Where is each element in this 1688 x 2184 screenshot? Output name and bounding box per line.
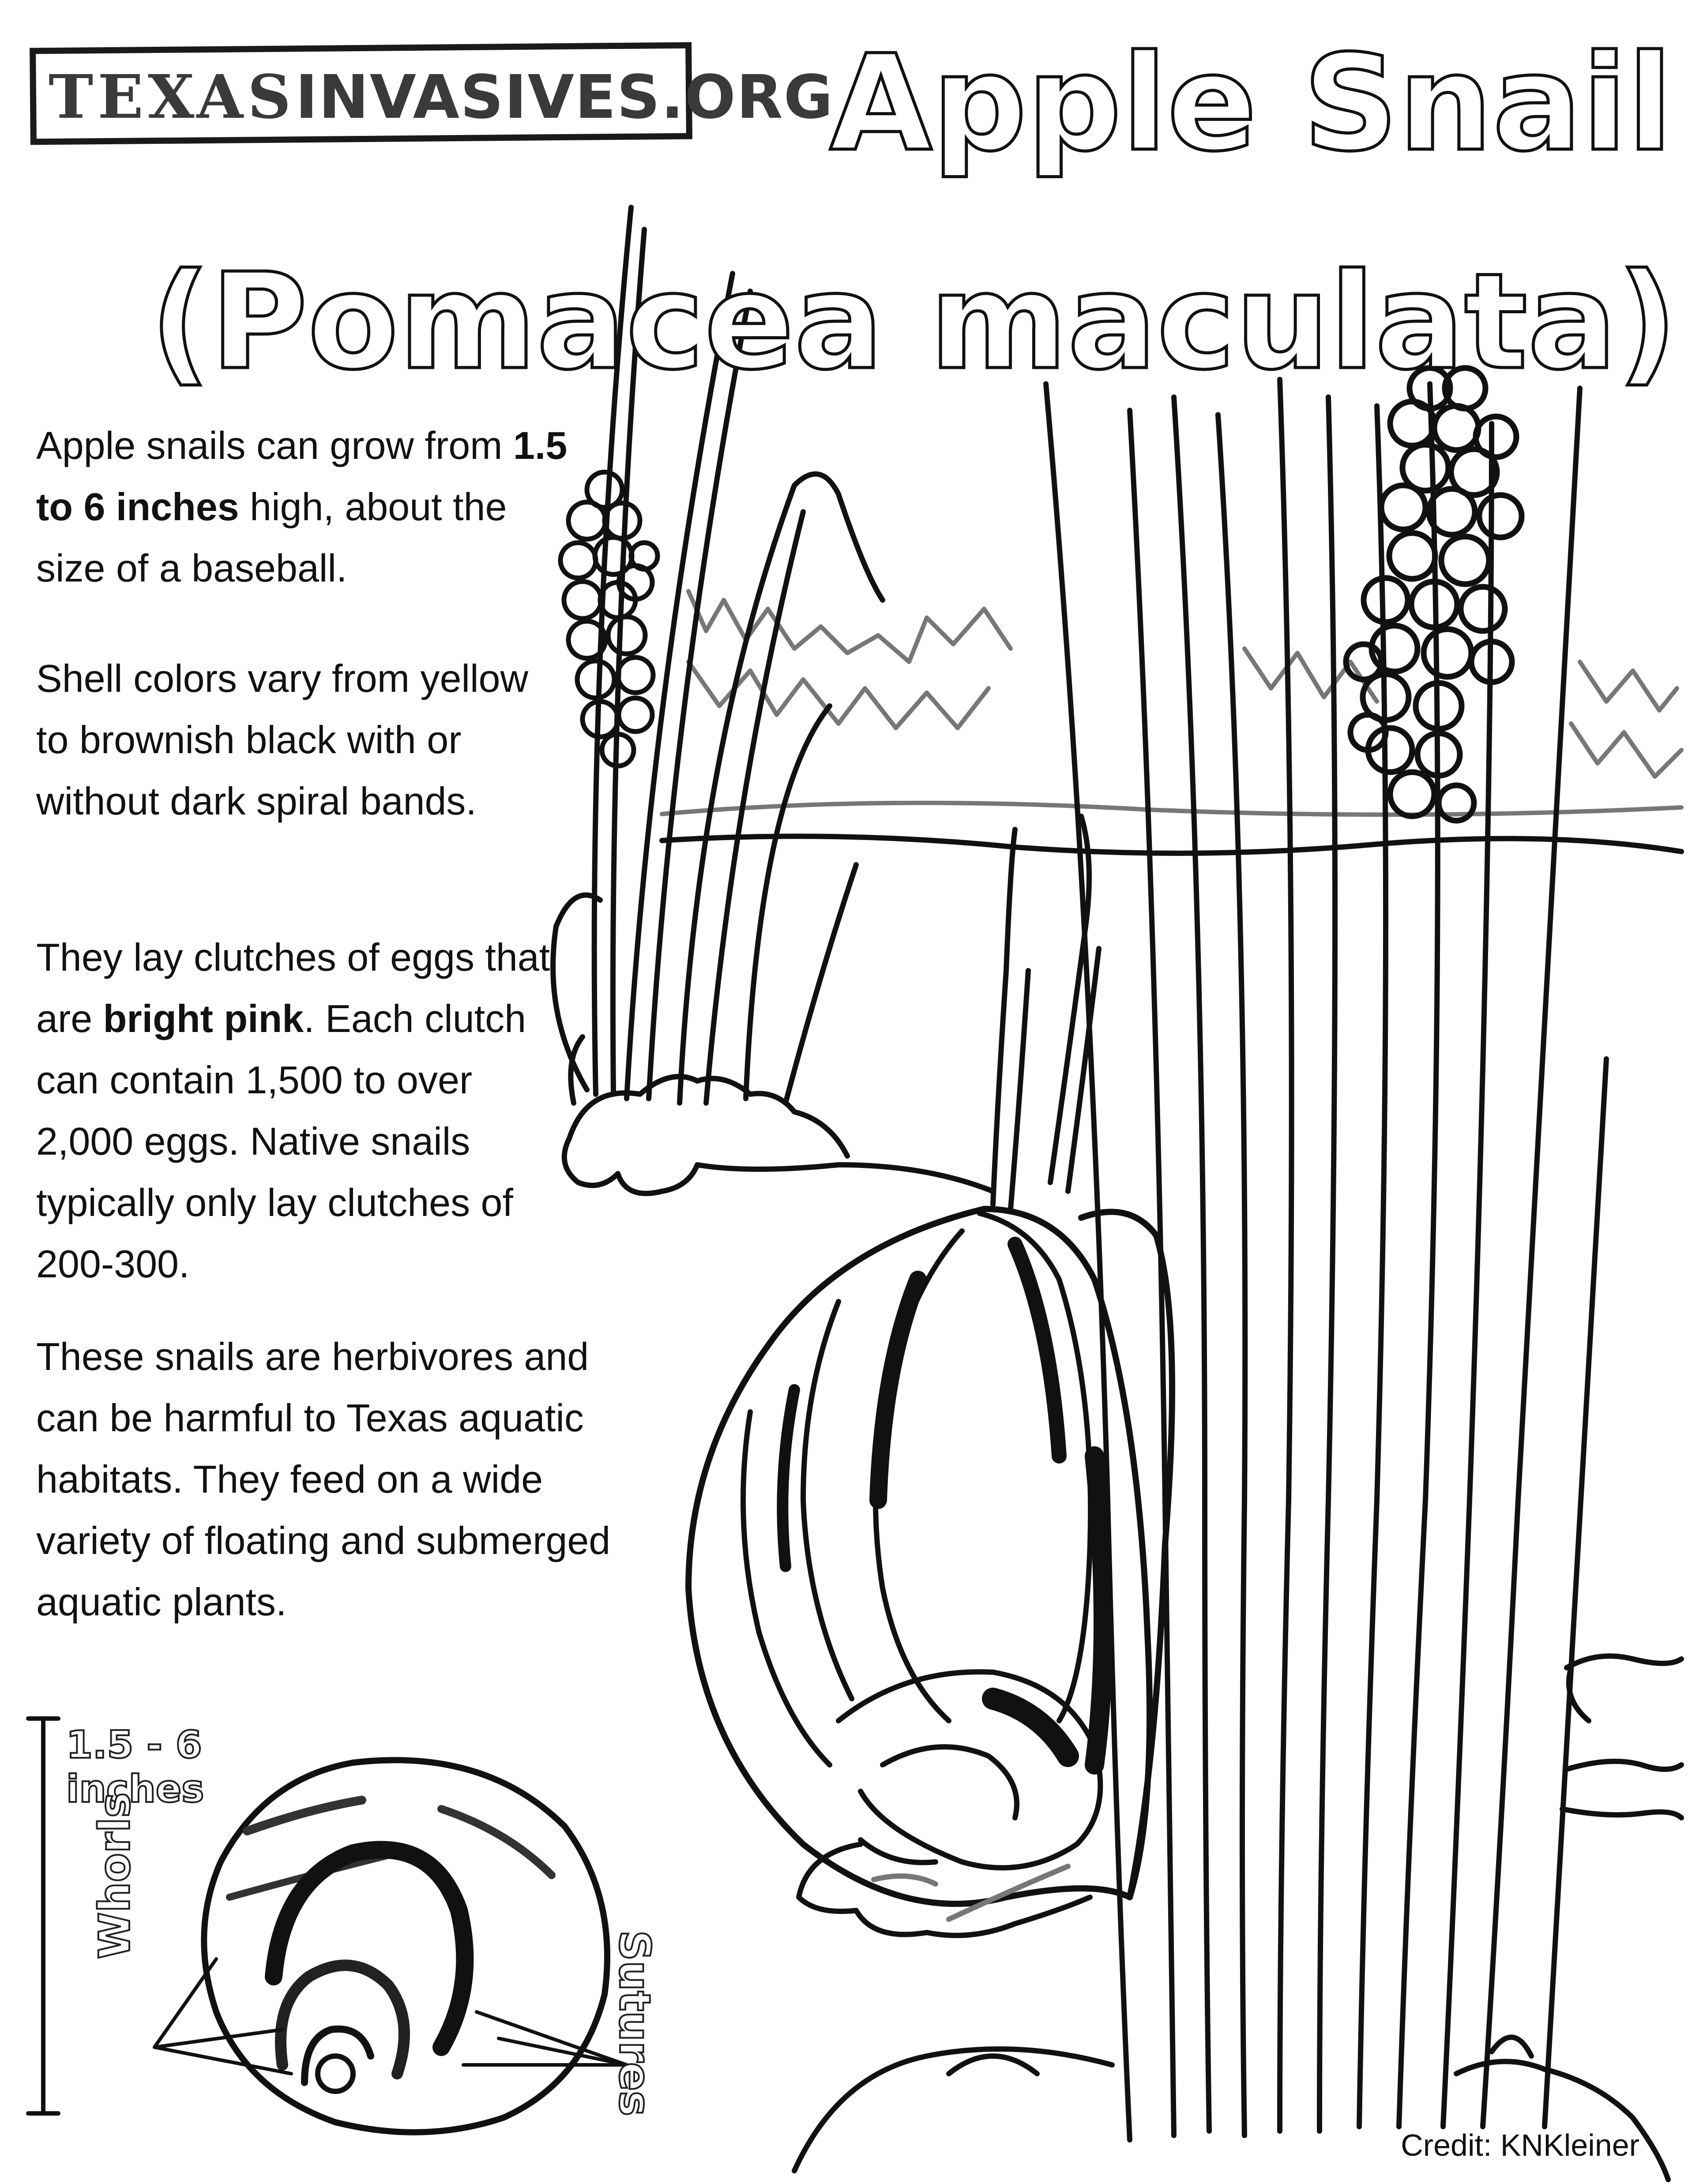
snail-illustration (688, 816, 1172, 1936)
paragraph-size-pre: Apple snails can grow from (36, 424, 513, 467)
paragraph-eggs-bold: bright pink (103, 997, 304, 1040)
sutures-label: Sutures (610, 1930, 659, 2116)
size-scale-bar (28, 1719, 58, 2113)
paragraph-eggs (36, 927, 566, 1295)
paragraph-size-post: high, about the size of a baseball. (36, 485, 507, 590)
paragraph-shell-colors: Shell colors vary from yellow to brownish black with or without dark spiral bands. (36, 657, 528, 823)
paragraph-eggs-post: . Each clutch can contain 1,500 to over 2,000 eggs. Native snails typically only lay clutches of 200-300. (36, 997, 526, 1286)
paragraph-eggs-pre: They lay clutches of eggs that are (36, 935, 550, 1040)
paragraph-size (36, 415, 583, 599)
size-range-unit: inches (66, 1767, 204, 1811)
page-subtitle-scientific-name: (Pomacea maculata) (150, 245, 1677, 399)
logo-text (49, 62, 834, 132)
paragraph-herbivores: These snails are herbivores and can be harmful to Texas aquatic habitats. They feed on a wide variety of floating and submerged aquatic plants. (36, 1335, 611, 1624)
paragraph-size-bold: 1.5 to 6 inches (36, 424, 568, 529)
credit-text: Credit: KNKleiner (1401, 2128, 1639, 2162)
logo-text-texas: TEXAS (49, 62, 296, 132)
shell-diagram (154, 1760, 627, 2132)
background-grass (662, 591, 1681, 814)
whorls-label: Whorls (90, 1792, 139, 1959)
page-title: Apple Snail (830, 26, 1673, 180)
texas-invasives-logo[interactable] (18, 27, 834, 160)
size-range-value: 1.5 - 6 (66, 1723, 202, 1767)
water-line (662, 836, 1681, 853)
reeds (1046, 379, 1606, 2140)
logo-text-invasives: INVASIVES.ORG (295, 63, 834, 132)
